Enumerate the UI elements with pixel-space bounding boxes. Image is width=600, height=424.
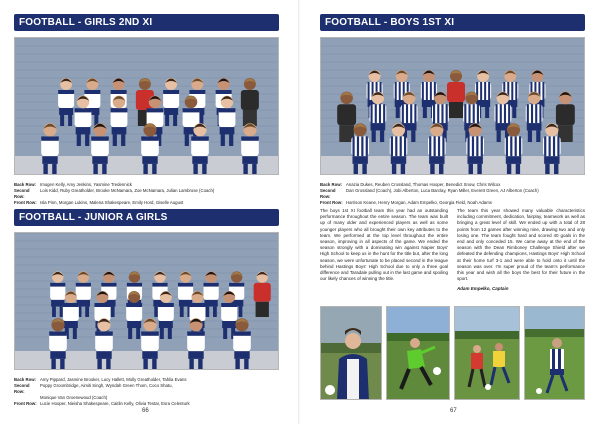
boys-photo-canvas [321, 38, 585, 175]
article-column-2 [457, 208, 585, 297]
page-number-right: 67 [450, 408, 457, 414]
junior-a-girls-team-photo [14, 232, 279, 370]
action-photo-striker [524, 306, 585, 400]
action-photo-3-art [455, 307, 520, 400]
article-paragraph-1: The boys 1st XI football team this year had an outstanding performance throughout the entire season. The team was built up of many older and experienced players as well as some younger players who all brought their own key attributes to the team. We performed at the top level throughout the entire season, improving in all aspects of the game. We ended the season strongly with a dominating win against Napier Boys' High School to keep us in the hunt for the title but, after the long season, we were unfortunate to be placed second in the league behind Hastings Boys' High School due to only a three goal difference and Taradale pulling out in the last game and spoiling our likely chances of winning the title. [320, 208, 448, 282]
caption-row: Second Row: Poppy Groombridge, Aimiti Singh, Wyndah Green Thom, Coco Shatu, [14, 383, 173, 395]
action-photo-4-art [525, 307, 585, 400]
caption-row: Second Row: Dan Grossland (Coach), Jobi Alberton, Luca Barclay, Ryan Miller, Everett Green, AJ Alberton (Coach) [320, 188, 539, 200]
action-photo-goalkeeper [386, 306, 450, 400]
article-column-1 [320, 208, 448, 286]
article-author: Adam Empelko, Captain [457, 286, 509, 292]
boys-1st-xi-title: FOOTBALL - BOYS 1ST XI [320, 14, 585, 31]
boys-1st-xi-caption [320, 182, 595, 206]
action-photo-match-play [454, 306, 520, 400]
caption-row: Back Row: Amy Pippard, Jasmine Brooker, Lucy Hallett, Molly Greatholder, Tahlia Evans [14, 377, 187, 382]
girls-2nd-xi-title: FOOTBALL - GIRLS 2ND XI [14, 14, 279, 31]
junior-a-girls-caption [14, 377, 284, 407]
girls-2nd-xi-caption [14, 182, 284, 206]
caption-row: Back Row: Anazia Dukes, Reuben Crossland, Thomas Hooper, Benedict Snow, Chris Wilcox [320, 182, 501, 187]
caption-row: Front Row: Lucie Hooper, Nieisha Shakespeare, Caitlin Kelly, Olivia Testar, Esra Celenturk [14, 401, 190, 407]
boys-1st-xi-team-photo [320, 37, 585, 175]
action-photo-player-portrait [320, 306, 382, 400]
caption-row: Front Row: Isla Pinn, Morgan Lukins, Malena Shakespeare, Emily Hord, Giselle August [14, 200, 184, 206]
junior-a-girls-title: FOOTBALL - JUNIOR A GIRLS [14, 209, 279, 226]
girls-2nd-xi-team-photo [14, 37, 279, 175]
caption-row: Front Row: Harrison Keane, Henry Morgan, Adam Empelko, Georgia Field, Noah Adams [320, 200, 492, 206]
caption-row: Monique Van Groenewoud (Coach) [40, 395, 108, 401]
page-number-left: 66 [142, 408, 149, 414]
junior-photo-canvas [15, 233, 279, 370]
action-photo-2-art [387, 307, 450, 400]
action-photo-1-art [321, 307, 382, 400]
girls-photo-canvas [15, 38, 279, 175]
caption-row: Second Row: Lois Kidd, Ruby Greatholder, Brooke McNamara, Zoe McNamara, Julian Lambrose (Coach) [14, 188, 215, 200]
right-page [300, 0, 600, 424]
article-paragraph-2: The team this year showed many valuable characteristics including commitment, dedication, fairplay, teamwork as well as bringing a great level of skill. We ended up with a total of 28 points from 12 games after winning nine, drawing two and only losing one. The team fought hard and scored 40 goals in the end and only conceded 15. We came away at the end of the season with the Dean Rimboney Challenge Shield after we defeated the defending champions, Hastings Boys' High School at their home turf 3-1 and were able to hold onto it until the season was over. I'm super proud of the team's performance this year and wish all the boys the best for their future in the sport. [457, 208, 585, 282]
caption-row: Back Row: Imogen Kelly, Amy Jenkins, Yasmine Tredennick [14, 182, 132, 187]
